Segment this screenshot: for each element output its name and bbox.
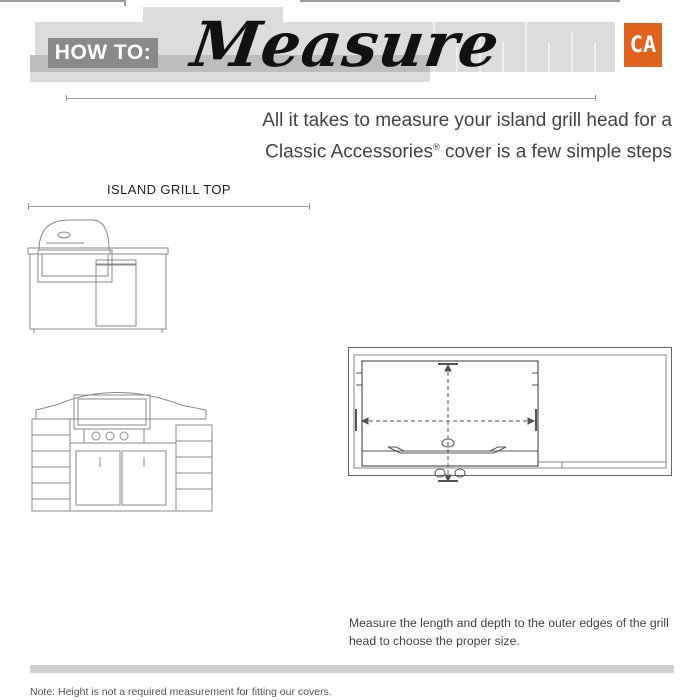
footer-bar xyxy=(30,665,674,673)
header-underline-tick-right xyxy=(595,95,596,101)
measure-instructions: Measure the length and depth to the outer edges of the grill head to choose the proper size. xyxy=(349,616,669,648)
brand-logo: CA xyxy=(624,23,662,67)
header-underline xyxy=(66,98,596,99)
page-title: Measure xyxy=(186,8,505,81)
footer-note: Note: Height is not a required measurement for fitting our covers. xyxy=(30,686,332,698)
section-rule-tick-right xyxy=(309,203,310,210)
intro-line-2: Classic Accessories® cover is a few simple steps xyxy=(265,141,672,163)
section-heading-rule xyxy=(28,206,310,207)
section-rule-tick-left xyxy=(28,203,29,210)
intro-text xyxy=(212,108,672,165)
top-rule-left xyxy=(0,0,125,2)
island-grill-illustration-2 xyxy=(26,385,216,515)
header-underline-tick-left xyxy=(66,95,67,101)
top-rule-left-tick xyxy=(124,0,126,6)
top-rule-right xyxy=(300,0,620,2)
section-heading: ISLAND GRILL TOP xyxy=(107,182,231,197)
measurement-diagram xyxy=(348,347,673,482)
intro-line-1: All it takes to measure your island grill head for a xyxy=(262,110,672,131)
how-to-badge: HOW TO: xyxy=(48,38,158,68)
island-grill-illustration-1 xyxy=(24,210,184,335)
